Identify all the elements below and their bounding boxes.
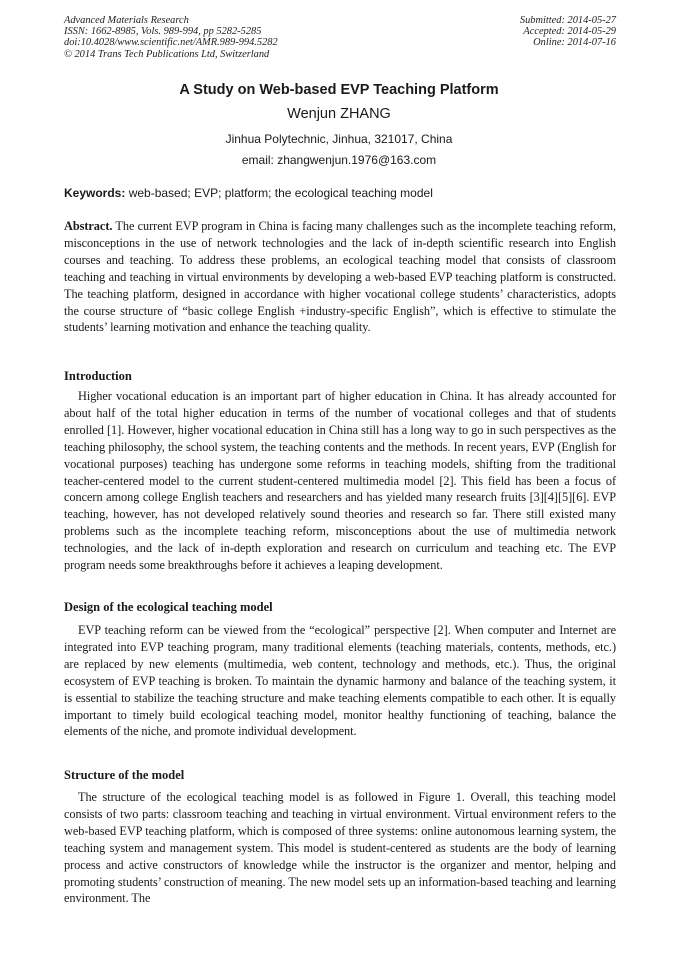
abstract-text: The current EVP program in China is facing many challenges such as the incomplete teaching reform, misconceptions in the use of network technologies and the lack of in-depth scientific research into English courses and teaching. To address these problems, an ecological teaching model that consists of classroom teaching and teaching in virtual environments by developing a web-based EVP teaching platform is constructed. The teaching platform, designed in accordance with higher vocational college students’ characteristics, adopts the course structure of “basic college English +industry-specific English”, which is effective to stimulate the students’ learning motivation and enhance the teaching quality. [64, 219, 616, 335]
section-heading-structure: Structure of the model [64, 768, 185, 782]
section-text-design: EVP teaching reform can be viewed from the “ecological” perspective [2]. When computer and Internet are integrated into EVP teaching program, many traditional elements (teaching materials, contents, methods, etc.) are replaced by new elements (multimedia, web content, technology and methods, etc.). Thus, the original ecosystem of EVP teaching is broken. To maintain the dynamic harmony and balance of the teaching system, it is essential to stabilize the teaching structure and make teaching elements compatible to each other. It is equally important to timely build ecological teaching model, monitor healthy functioning of teaching, balance the elements of the niche, and promote individual development. [64, 623, 616, 739]
accepted-date: Accepted: 2014-05-29 [523, 26, 616, 38]
paper-title: A Study on Web-based EVP Teaching Platform [179, 82, 499, 98]
doi-line: doi:10.4028/www.scientific.net/AMR.989-994.5282 [64, 37, 278, 49]
keywords-line [64, 186, 616, 200]
abstract-block [64, 218, 616, 336]
author-email: email: zhangwenjun.1976@163.com [241, 153, 437, 167]
journal-dates-right [520, 15, 616, 49]
submitted-date: Submitted: 2014-05-27 [519, 15, 616, 26]
online-date: Online: 2014-07-16 [533, 37, 616, 49]
keywords-label: Keywords: [64, 186, 126, 200]
copyright-line: © 2014 Trans Tech Publications Ltd, Switzerland [64, 48, 270, 60]
journal-info-left [64, 15, 278, 60]
section-heading-design: Design of the ecological teaching model [64, 600, 273, 614]
author-affiliation: Jinhua Polytechnic, Jinhua, 321017, China [225, 132, 453, 146]
author-name: Wenjun ZHANG [287, 106, 391, 122]
issn-line: ISSN: 1662-8985, Vols. 989-994, pp 5282-5285 [64, 26, 262, 38]
journal-name: Advanced Materials Research [64, 15, 189, 26]
keywords-text: web-based; EVP; platform; the ecological teaching model [125, 186, 433, 200]
section-text-introduction: Higher vocational education is an important part of higher education in China. It has already accounted for about half of the total higher education in terms of the number of vocational colleges and that of students enrolled [1]. However, higher vocational education in China still has a long way to go in such perspectives as the teaching philosophy, the school system, the teaching contents and the methods. In recent years, EVP (English for vocational purposes) teaching has undergone some reforms in teaching models, shifting from the traditional teacher-centered model to the current student-centered multimedia model [2]. This field has been a focus of concern among college English teachers and researchers and has yielded many research fruits [3][4][5][6]. EVP teaching, however, has not developed relatively sound theories and research so far. There still existed many problems such as the incomplete teaching reform, misconceptions about the use of multimedia network technologies, and the lack of in-depth exploration and research on curriculum and teaching etc. The EVP program needs some breakthroughs before it achieves a leaping development. [64, 389, 616, 573]
section-text-structure: The structure of the ecological teaching model is as followed in Figure 1. Overall, this teaching model consists of two parts: classroom teaching and teaching in virtual environment. Virtual environment refers to the web-based EVP teaching platform, which is composed of three systems: online autonomous learning system, the teaching system and management system. This model is student-centered as students are the body of learning process and active constructors of knowledge while the instructor is the organizer and mentor, helping and promoting students’ construction of meaning. The new model sets up an information-based teaching and learning environment. The [64, 790, 616, 906]
abstract-label: Abstract. [64, 219, 113, 233]
section-heading-introduction: Introduction [64, 369, 132, 383]
